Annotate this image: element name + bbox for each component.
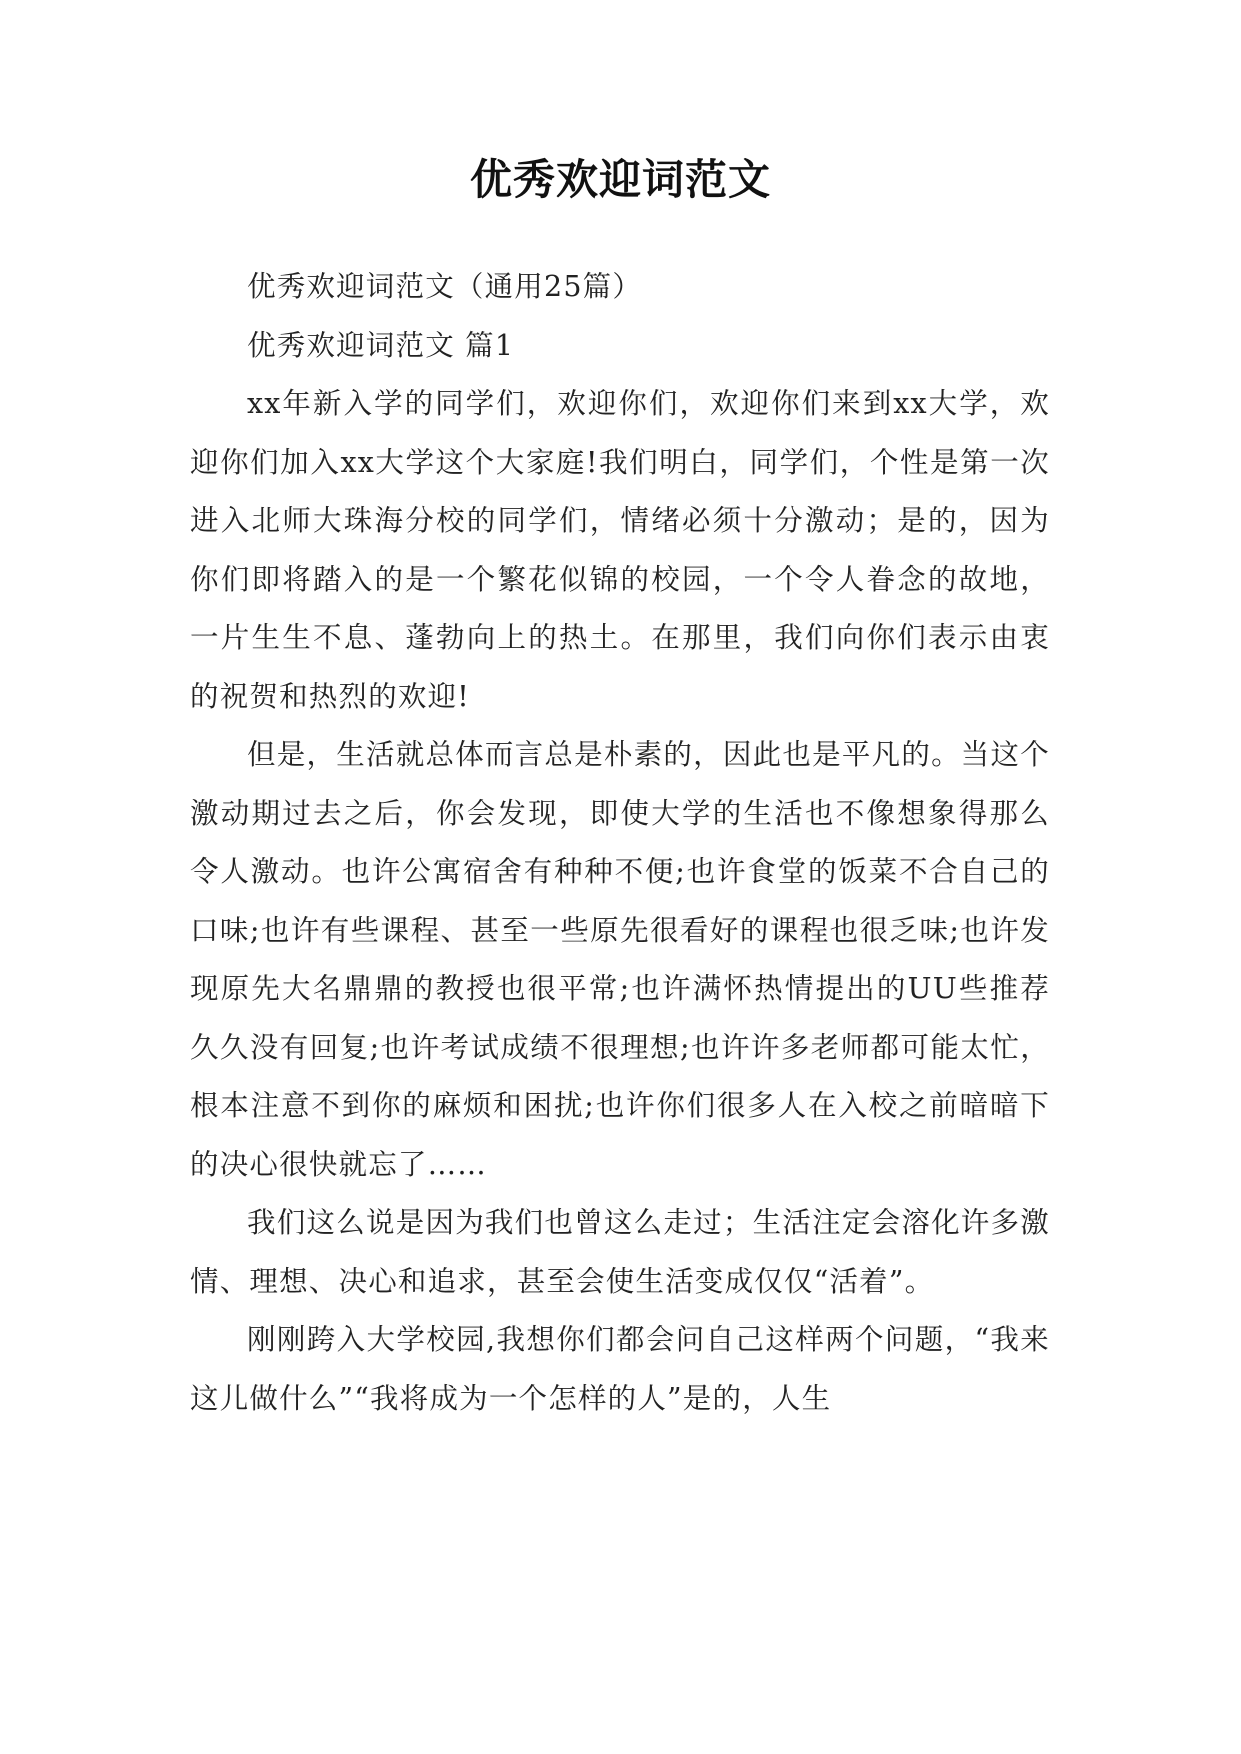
document-title: 优秀欢迎词范文 [469,155,771,204]
body-paragraph: 但是，生活就总体而言总是朴素的，因此也是平凡的。当这个激动期过去之后，你会发现，即使大学的生活也不像想象得那么令人激动。也许公寓宿舍有种种不便;也许食堂的饭菜不合自己的口味;也许有些课程、甚至一些原先很看好的课程也很乏味;也许发现原先大名鼎鼎的教授也很平常;也许满怀热情提出的UU些推荐久久没有回复;也许考试成绩不很理想;也许许多老师都可能太忙，根本注意不到你的麻烦和困扰;也许你们很多人在入校之前暗暗下的决心很快就忘了…… [190,738,1050,1181]
subtitle-paragraph: 优秀欢迎词范文（通用25篇） [247,270,643,303]
body-paragraph: xx年新入学的同学们，欢迎你们，欢迎你们来到xx大学，欢迎你们加入xx大学这个大家庭!我们明白，同学们，个性是第一次进入北师大珠海分校的同学们，情绪必须十分激动；是的，因为你们即将踏入的是一个繁花似锦的校园，一个令人眷念的故地，一片生生不息、蓬勃向上的热土。在那里，我们向你们表示由衷的祝贺和热烈的欢迎! [190,387,1050,713]
document-body [190,258,1050,1428]
body-paragraph: 刚刚跨入大学校园,我想你们都会问自己这样两个问题，“我来这儿做什么”“我将成为一个怎样的人”是的，人生 [190,1323,1050,1415]
body-paragraph: 我们这么说是因为我们也曾这么走过；生活注定会溶化许多激情、理想、决心和追求，甚至会使生活变成仅仅“活着”。 [190,1206,1050,1298]
section-heading: 优秀欢迎词范文 篇1 [247,328,515,362]
